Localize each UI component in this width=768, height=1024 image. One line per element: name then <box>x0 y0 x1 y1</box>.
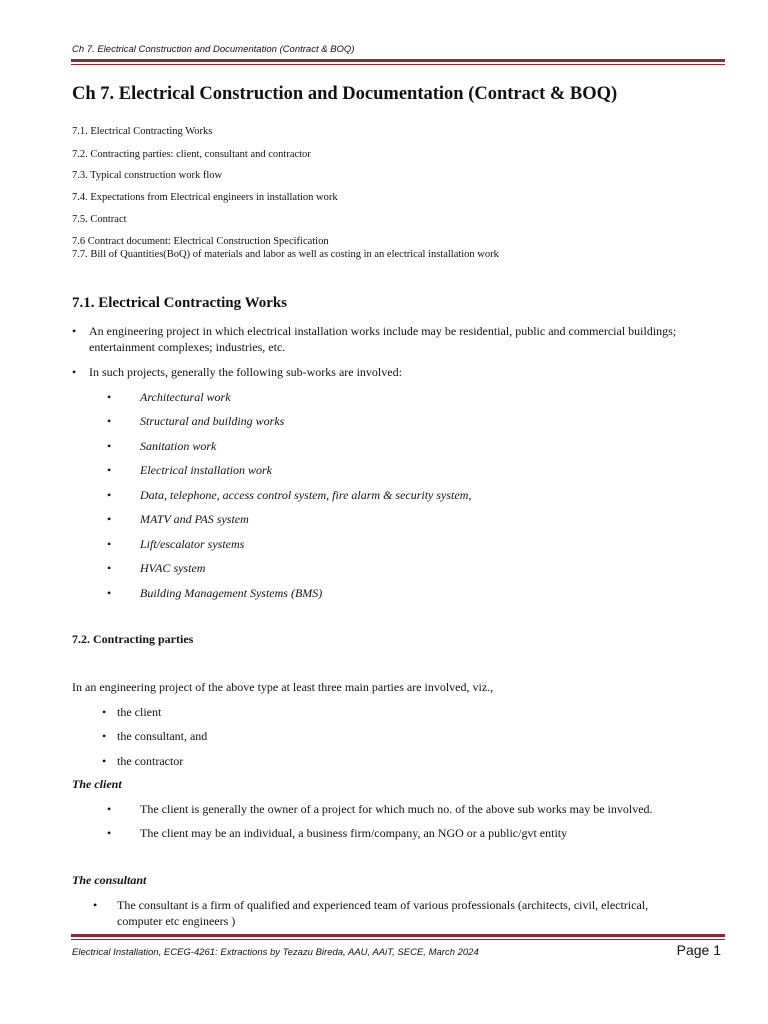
toc-item: 7.3. Typical construction work flow <box>72 170 223 181</box>
subwork-text: Sanitation work <box>140 439 217 453</box>
bullet-icon: • <box>107 439 112 453</box>
section-heading: 7.2. Contracting parties <box>72 632 194 646</box>
paragraph: In an engineering project of the above type at least three main parties are involved, viz., <box>72 680 494 694</box>
subwork-text: Lift/escalator systems <box>140 537 245 551</box>
header-rule <box>71 59 725 62</box>
party-text: the client <box>117 705 162 719</box>
footer-text: Electrical Installation, ECEG-4261: Extractions by Tezazu Bireda, AAU, AAiT, SECE, March 2024 <box>72 947 479 958</box>
toc-item: 7.2. Contracting parties: client, consultant and contractor <box>72 149 311 160</box>
consultant-item <box>93 898 693 930</box>
toc-item: 7.5. Contract <box>72 214 127 225</box>
bullet-icon: • <box>102 754 107 768</box>
subwork-text: HVAC system <box>140 561 206 575</box>
bullet-icon: • <box>107 826 112 840</box>
bullet-icon: • <box>107 586 112 600</box>
bullet-icon: • <box>107 463 112 477</box>
party-text: the consultant, and <box>117 729 208 743</box>
page-title: Ch 7. Electrical Construction and Documentation (Contract & BOQ) <box>72 84 618 104</box>
bullet-icon: • <box>107 512 112 526</box>
party-text: the contractor <box>117 754 184 768</box>
header-rule-thin <box>71 64 725 65</box>
footer-rule <box>71 934 725 937</box>
subwork-text: MATV and PAS system <box>140 512 249 526</box>
bullet-icon: • <box>107 488 112 502</box>
list-item-text: In such projects, generally the following sub-works are involved: <box>89 365 402 379</box>
page-number: Page 1 <box>676 942 721 958</box>
subwork-text: Building Management Systems (BMS) <box>140 586 323 600</box>
subwork-text: Structural and building works <box>140 414 285 428</box>
bullet-icon: • <box>93 898 98 912</box>
client-text: The client is generally the owner of a project for which much no. of the above sub works may be involved. <box>140 802 653 816</box>
toc-item: 7.1. Electrical Contracting Works <box>72 126 213 137</box>
list-item-text: An engineering project in which electrical installation works include may be residential, public and commercial buildings; entertainment complexes; industries, etc. <box>89 324 677 354</box>
bullet-icon: • <box>72 324 77 338</box>
toc-item: 7.7. Bill of Quantities(BoQ) of materials and labor as well as costing in an electrical installation work <box>72 249 499 260</box>
bullet-icon: • <box>107 414 112 428</box>
footer-rule-thin <box>71 939 725 940</box>
bullet-icon: • <box>102 729 107 743</box>
subwork-text: Data, telephone, access control system, fire alarm & security system, <box>140 488 472 502</box>
toc-item: 7.4. Expectations from Electrical engineers in installation work <box>72 192 338 203</box>
subwork-text: Electrical installation work <box>140 463 272 477</box>
subwork-text: Architectural work <box>140 390 231 404</box>
consultant-text: The consultant is a firm of qualified and experienced team of various professionals (architects, civil, electrical, computer etc engineers ) <box>117 898 649 928</box>
bullet-icon: • <box>107 802 112 816</box>
bullet-icon: • <box>72 365 77 379</box>
section-heading: 7.1. Electrical Contracting Works <box>72 295 288 311</box>
list-item <box>72 324 732 356</box>
client-text: The client may be an individual, a business firm/company, an NGO or a public/gvt entity <box>140 826 568 840</box>
bullet-icon: • <box>107 390 112 404</box>
bullet-icon: • <box>107 537 112 551</box>
subheading-consultant: The consultant <box>72 873 147 887</box>
toc-item: 7.6 Contract document: Electrical Construction Specification <box>72 236 329 247</box>
list-item <box>72 365 732 381</box>
bullet-icon: • <box>102 705 107 719</box>
subheading-client: The client <box>72 777 122 791</box>
running-header: Ch 7. Electrical Construction and Documentation (Contract & BOQ) <box>72 44 355 55</box>
bullet-icon: • <box>107 561 112 575</box>
